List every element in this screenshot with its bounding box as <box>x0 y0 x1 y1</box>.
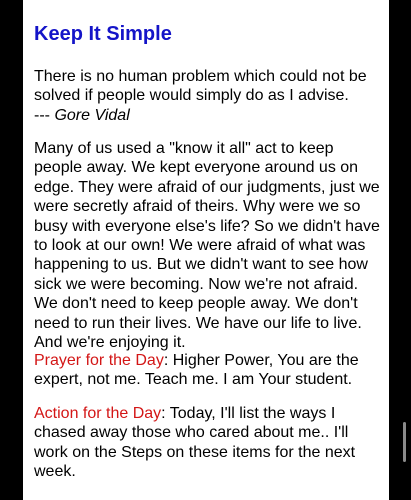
prayer-line: expert, not me. Teach me. I am Your student. <box>34 371 353 389</box>
body-line: were secretly afraid of theirs. Why were we so <box>34 198 361 216</box>
body-line: edge. They were afraid of our judgments, just we <box>34 178 380 196</box>
scrollbar-thumb[interactable] <box>403 422 406 462</box>
action-line: work on the Steps on these items for the next <box>34 443 356 461</box>
action-line <box>34 404 386 423</box>
action-line: chased away those who cared about me.. I'll <box>34 424 349 442</box>
body-line: people away. We kept everyone around us on <box>34 159 359 177</box>
prayer-line <box>34 351 386 370</box>
body-line: And we're enjoying it. <box>34 334 186 352</box>
quote-block <box>34 67 386 125</box>
prayer-label: Prayer for the Day <box>34 352 164 369</box>
action-line: week. <box>34 463 76 481</box>
quote-attribution <box>34 106 386 125</box>
quote-line: solved if people would simply do as I advise. <box>34 87 349 105</box>
action-section <box>34 404 386 482</box>
action-text: : Today, I'll list the ways I <box>161 405 336 422</box>
action-label: Action for the Day <box>34 405 162 422</box>
page-title: Keep It Simple <box>34 23 172 45</box>
body-line: Many of us used a "know it all" act to keep <box>34 140 334 157</box>
prayer-text: : Higher Power, You are the <box>163 352 359 369</box>
body-line: happening to us. But we didn't want to see how <box>34 256 368 274</box>
quote-line: There is no human problem which could not be <box>34 68 367 85</box>
body-line: to look at our own! We were afraid of what was <box>34 237 366 255</box>
body-paragraph <box>34 139 386 352</box>
reading-page <box>23 0 389 500</box>
quote-author: Gore Vidal <box>54 106 130 124</box>
body-line: We don't need to keep people away. We don't <box>34 295 358 313</box>
attribution-dashes: --- <box>34 106 55 124</box>
body-line: sick we were becoming. Now we're not afraid. <box>34 275 359 293</box>
body-line: busy with everyone else's life? So we didn't have <box>34 217 380 235</box>
prayer-section <box>34 351 386 390</box>
body-line: need to run their lives. We have our life to live. <box>34 314 362 332</box>
